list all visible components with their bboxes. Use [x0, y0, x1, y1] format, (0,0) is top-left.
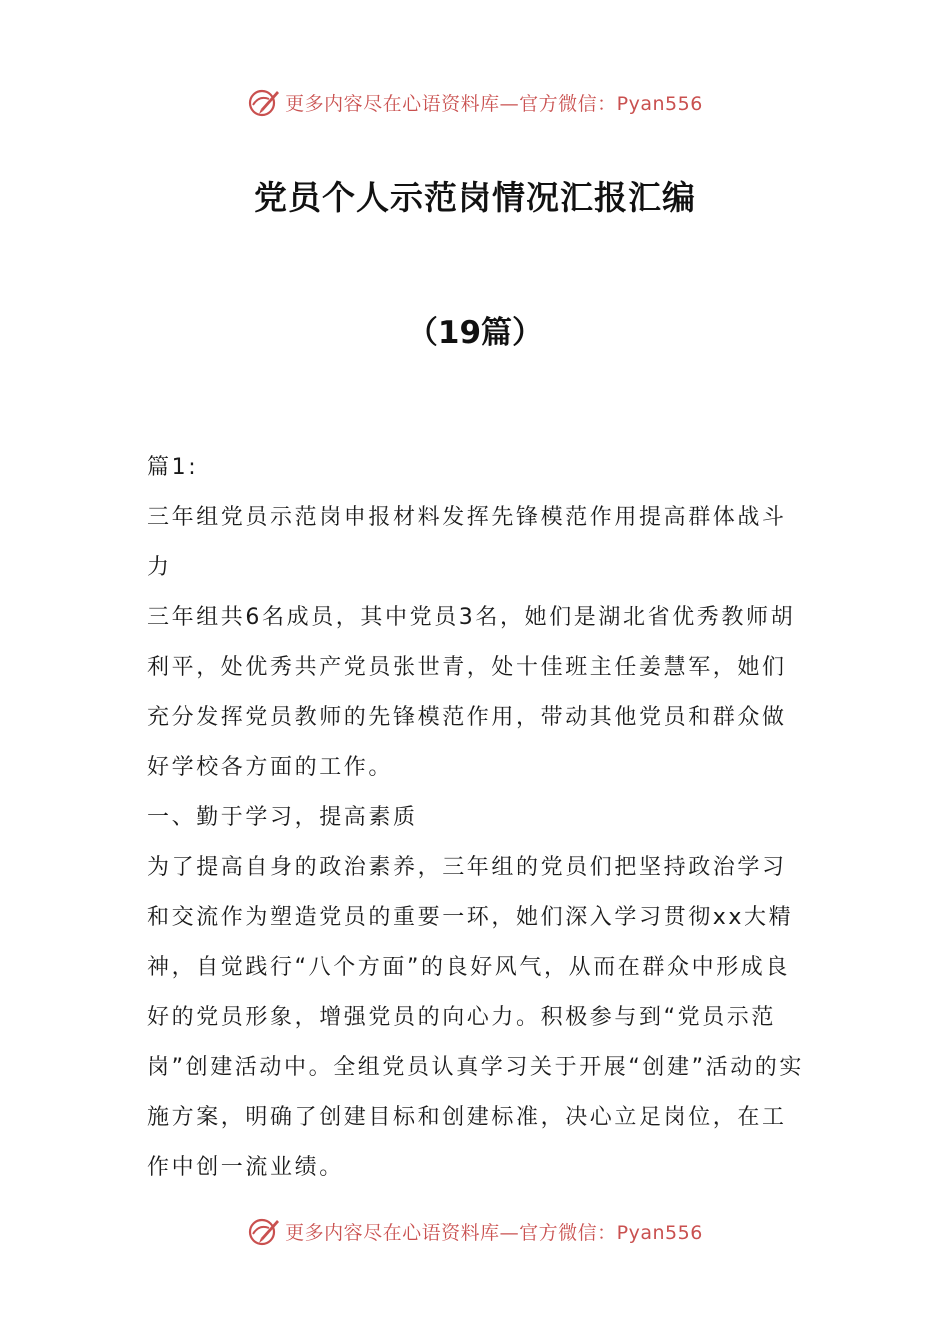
document-body	[147, 443, 807, 1193]
document-title: 党员个人示范岗情况汇报汇编	[254, 178, 696, 217]
pen-logo-icon	[247, 85, 281, 119]
document-subtitle: （19篇）	[406, 315, 544, 351]
header-watermark	[0, 82, 950, 122]
watermark-wechat-id: Pyan556	[616, 92, 703, 115]
body-paragraph: 三年组共6名成员，其中党员3名，她们是湖北省优秀教师胡利平，处优秀共产党员张世青，处十佳班主任姜慧军，她们充分发挥党员教师的先锋模范作用，带动其他党员和群众做好学校各方面的工作。	[147, 605, 796, 780]
section-label: 篇1:	[147, 455, 199, 480]
body-paragraph: 为了提高自身的政治素养，三年组的党员们把坚持政治学习和交流作为塑造党员的重要一环，她们深入学习贯彻xx大精神，自觉践行“八个方面”的良好风气，从而在群众中形成良好的党员形象，增强党员的向心力。积极参与到“党员示范岗”创建活动中。全组党员认真学习关于开展“创建”活动的实施方案，明确了创建目标和创建标准，决心立足岗位，在工作中创一流业绩。	[147, 855, 804, 1180]
watermark-wechat-id: Pyan556	[616, 1221, 703, 1244]
watermark-text: 更多内容尽在心语资料库—官方微信：Pyan556	[285, 92, 703, 115]
footer-watermark	[0, 1211, 950, 1251]
subsection-heading: 一、勤于学习，提高素质	[147, 805, 418, 830]
pen-logo-icon	[247, 1214, 281, 1248]
section-heading: 三年组党员示范岗申报材料发挥先锋模范作用提高群体战斗力	[147, 505, 787, 580]
watermark-text: 更多内容尽在心语资料库—官方微信：Pyan556	[285, 1221, 703, 1244]
